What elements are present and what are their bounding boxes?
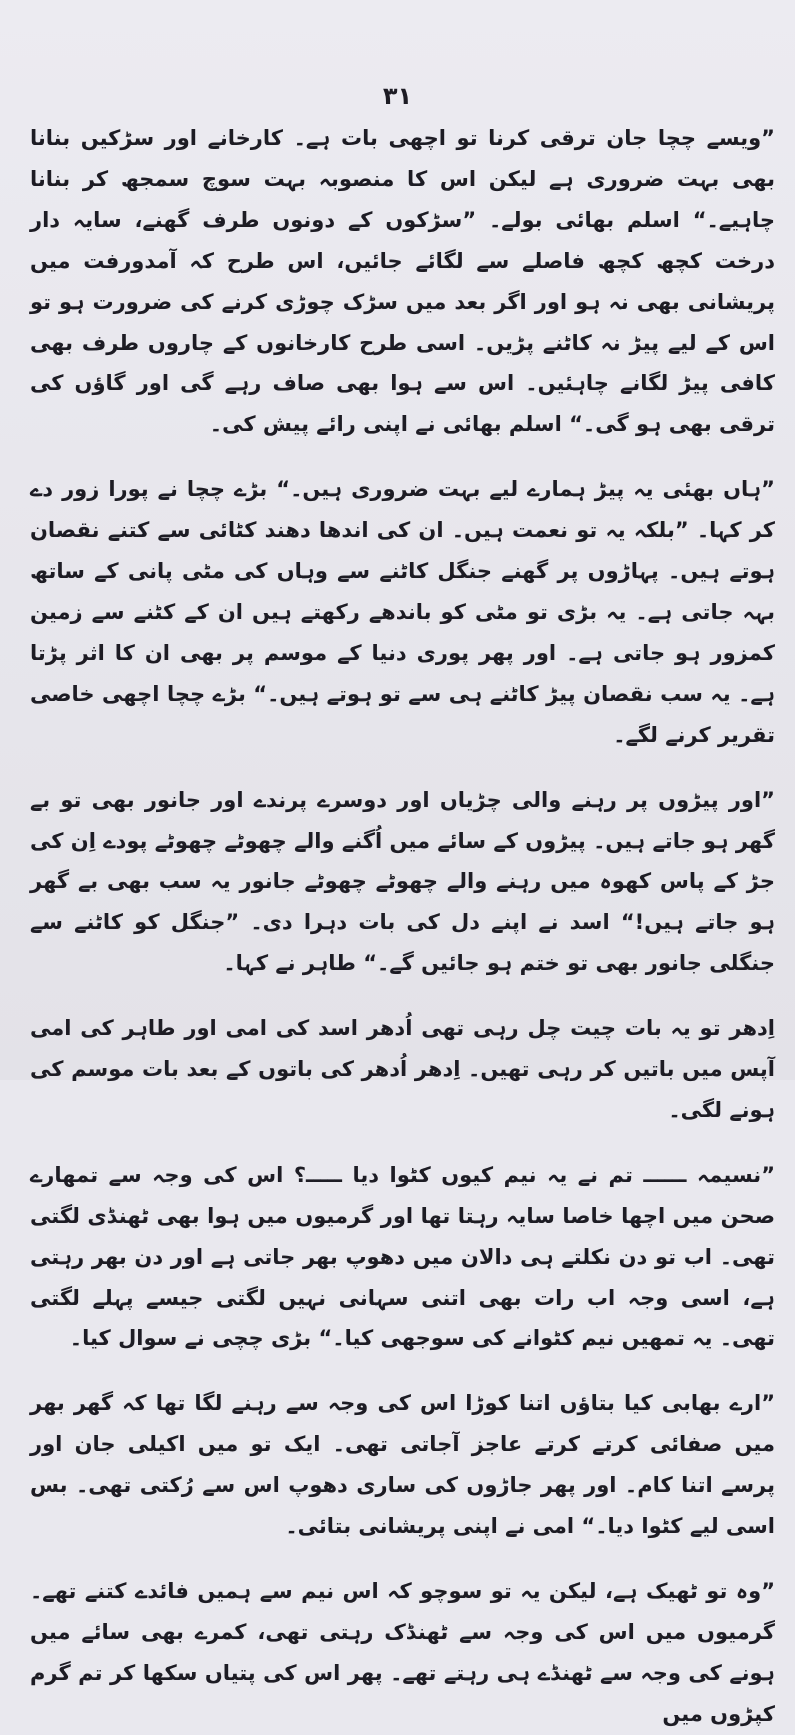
page-number: ۳۱ [382, 82, 413, 110]
paragraph: ”وہ تو ٹھیک ہے، لیکن یہ تو سوچو کہ اس نیم سے ہمیں فائدے کتنے تھے۔ گرمیوں میں اس کی وجہ سے ٹھنڈک رہتی تھی، کمرے بھی سائے میں ہونے کی وجہ سے ٹھنڈے ہی رہتے تھے۔ پھر اس کی پتیاں سکھا کر تم گرم کپڑوں میں [30, 1579, 775, 1726]
paragraph: ”اور پیڑوں پر رہنے والی چڑیاں اور دوسرے پرندے اور جانور بھی تو بے گھر ہو جاتے ہیں۔ پیڑوں کے سائے میں اُگنے والے چھوٹے چھوٹے پودے اِن کی جڑ کے پاس کھوہ میں رہنے والے چھوٹے چھوٹے جانور یہ سب بھی بے گھر ہو جاتے ہیں!“ اسد نے اپنے دل کی بات دہرا دی۔ ”جنگل کو کاٹنے سے جنگلی جانور بھی تو ختم ہو جائیں گے۔“ طاہر نے کہا۔ [30, 787, 775, 976]
paragraph: اِدھر تو یہ بات چیت چل رہی تھی اُدھر اسد کی امی اور طاہر کی امی آپس میں باتیں کر رہی تھیں۔ اِدھر اُدھر کی باتوں کے بعد بات موسم کی ہونے لگی۔ [30, 1016, 775, 1122]
paragraph: ”ویسے چچا جان ترقی کرنا تو اچھی بات ہے۔ کارخانے اور سڑکیں بنانا بھی بہت ضروری ہے لیکن اس کا منصوبہ بہت سوچ سمجھ کر بنانا چاہیے۔“ اسلم بھائی بولے۔ ”سڑکوں کے دونوں طرف گھنے، سایہ دار درخت کچھ کچھ فاصلے سے لگائے جائیں، اس طرح کہ آمدورفت میں پریشانی بھی نہ ہو اور اگر بعد میں سڑک چوڑی کرنے کی ضرورت ہو تو اس کے لیے پیڑ نہ کاٹنے پڑیں۔ اسی طرح کارخانوں کے چاروں طرف بھی کافی پیڑ لگانے چاہئیں۔ اس سے ہوا بھی صاف رہے گی اور گاؤں کی ترقی بھی ہو گی۔“ اسلم بھائی نے اپنی رائے پیش کی۔ [30, 126, 775, 437]
paragraph: ”ارے بھابی کیا بتاؤں اتنا کوڑا اس کی وجہ سے رہنے لگا تھا کہ گھر بھر میں صفائی کرتے کرتے عاجز آجاتی تھی۔ ایک تو میں اکیلی جان اور پرسے اتنا کام۔ اور پھر جاڑوں کی ساری دھوپ اس سے رُکتی تھی۔ بس اسی لیے کٹوا دیا۔“ امی نے اپنی پریشانی بتائی۔ [30, 1391, 775, 1539]
paragraph: ”نسیمہ ــــــ تم نے یہ نیم کیوں کٹوا دیا ـــــ؟ اس کی وجہ سے تمھارے صحن میں اچھا خاصا سایہ رہتا تھا اور گرمیوں میں ہوا بھی ٹھنڈی لگتی تھی۔ اب تو دن نکلتے ہی دالان میں دھوپ بھر جاتی ہے اور دن بھر رہتی ہے، اسی وجہ اب رات بھی اتنی سہانی نہیں لگتی جیسے پہلے لگتی تھی۔ یہ تمھیں نیم کٹوانے کی سوجھی کیا۔“ بڑی چچی نے سوال کیا۔ [30, 1162, 775, 1351]
paragraph: ”ہاں بھئی یہ پیڑ ہمارے لیے بہت ضروری ہیں۔“ بڑے چچا نے پورا زور دے کر کہا۔ ”بلکہ یہ تو نعمت ہیں۔ ان کی اندھا دھند کٹائی سے کتنے نقصان ہوتے ہیں۔ پہاڑوں پر گھنے جنگل کاٹنے سے وہاں کی مٹی پانی کے ساتھ بہہ جاتی ہے۔ یہ بڑی تو مٹی کو باندھے رکھتے ہیں ان کے کٹنے سے زمین کمزور ہو جاتی ہے۔ اور پھر پوری دنیا کے موسم پر بھی ان کا اثر پڑتا ہے۔ یہ سب نقصان پیڑ کاٹنے ہی سے تو ہوتے ہیں۔“ بڑے چچا اچھی خاصی تقریر کرنے لگے۔ [30, 477, 775, 747]
page-body-text [30, 118, 775, 1735]
